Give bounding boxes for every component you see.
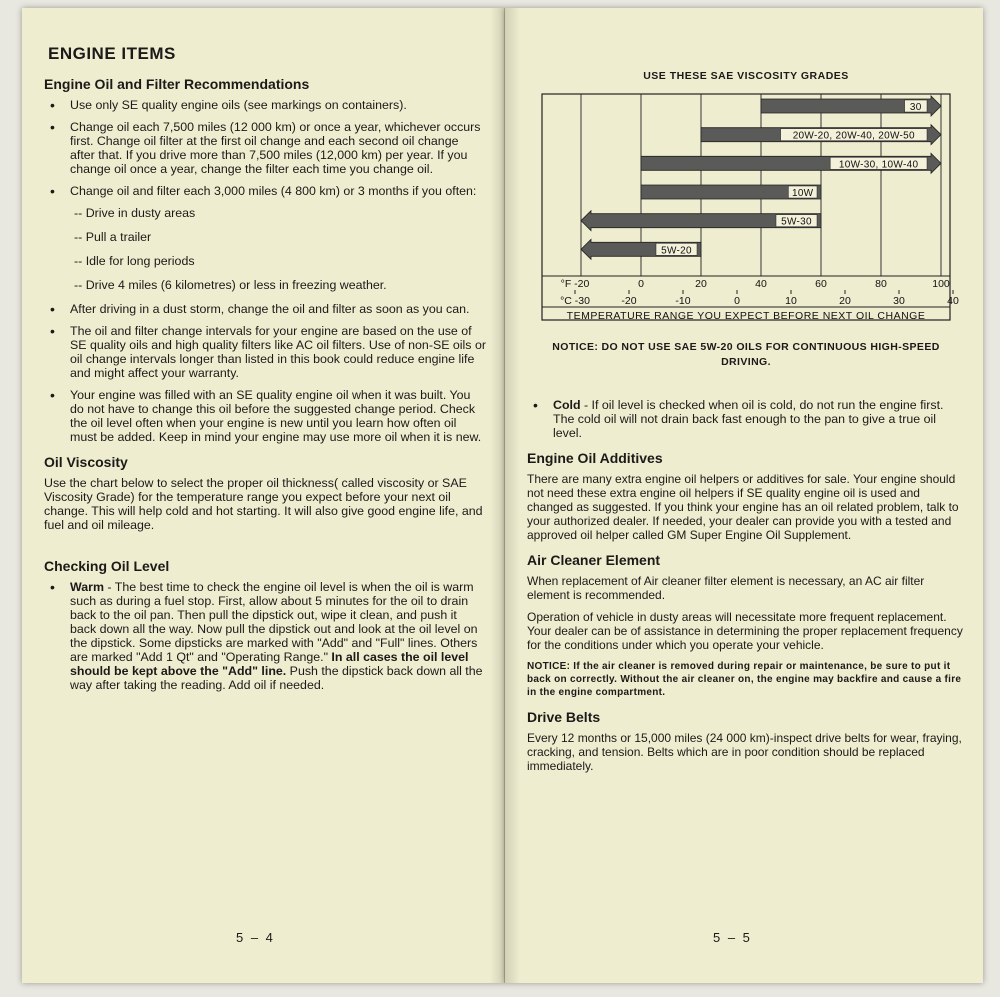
bar-label: 10W xyxy=(791,188,814,199)
celsius-tick-label: 10 xyxy=(785,295,797,307)
air-cleaner-notice: NOTICE: If the air cleaner is removed during repair or maintenance, be sure to put it back on correctly. Without the air cleaner on, the engine may backfire and cause a fire in the engine compartment. xyxy=(527,661,962,698)
warm-end-text: Push the dipstick back down all the way after taking the reading. Add oil if needed. xyxy=(70,664,483,692)
cold-text: - If oil level is checked when oil is cold, do not run the engine first. The cold oil will not drain back fast enough to the pan to give a true oil level. xyxy=(553,398,944,440)
bullet-text: Change oil and filter each 3,000 miles (4 800 km) or 3 months if you often: xyxy=(70,184,477,198)
celsius-tick-label: 20 xyxy=(839,295,851,307)
warm-item xyxy=(44,580,486,692)
page-number-right: 5 – 5 xyxy=(713,930,752,945)
bullet-item: • Use only SE quality engine oils (see markings on containers). xyxy=(44,98,486,112)
celsius-tick-label: 40 xyxy=(947,295,959,307)
fahrenheit-tick-label: °F -20 xyxy=(560,278,590,290)
bar-label: 30 xyxy=(909,102,922,113)
checking-oil-title: Checking Oil Level xyxy=(44,558,170,574)
bullet-item-severe xyxy=(44,184,486,292)
x-axis-title: TEMPERATURE RANGE YOU EXPECT BEFORE NEXT OIL CHANGE xyxy=(566,310,926,322)
air-cleaner-body: When replacement of Air cleaner filter element is necessary, an AC air filter element is recommended. xyxy=(527,574,925,602)
air-cleaner-body-2: Operation of vehicle in dusty areas will necessitate more frequent replacement. Your dealer can be of assistance in determining the proper replacement frequency for the conditions under which you operate your vehicle. xyxy=(527,610,963,652)
warm-bold-text: In all cases the oil level should be kept above the "Add" line. xyxy=(70,650,469,678)
cold-label: Cold xyxy=(553,398,581,412)
air-cleaner-title: Air Cleaner Element xyxy=(527,552,661,568)
cold-list xyxy=(527,398,965,440)
oil-filter-list xyxy=(44,98,486,444)
bullet-item: • After driving in a dust storm, change the oil and filter as soon as you can. xyxy=(44,302,486,316)
oil-viscosity-body: Use the chart below to select the proper oil thickness( called viscosity or SAE Viscosity Grade) for the temperature range you expect before your next oil change. This will help cold and hot starting. It will also give good engine life, and fuel and oil mileage. xyxy=(44,476,483,532)
right-page xyxy=(505,8,983,983)
celsius-tick-label: 30 xyxy=(893,295,905,307)
section-heading: ENGINE ITEMS xyxy=(48,44,176,63)
warm-label: Warm xyxy=(70,580,104,594)
additives-title: Engine Oil Additives xyxy=(527,450,663,466)
cold-item xyxy=(527,398,965,440)
oil-viscosity-title: Oil Viscosity xyxy=(44,454,128,470)
chart-title: USE THESE SAE VISCOSITY GRADES xyxy=(643,70,849,82)
left-page xyxy=(22,8,505,983)
bar-label: 10W-30, 10W-40 xyxy=(838,159,919,171)
fahrenheit-tick-label: 20 xyxy=(695,278,707,290)
celsius-tick-label: 0 xyxy=(734,295,740,307)
right-page-content xyxy=(527,50,965,781)
oil-filter-title: Engine Oil and Filter Recommendations xyxy=(44,76,310,92)
severe-conditions-list xyxy=(70,206,486,292)
celsius-tick-label: -10 xyxy=(675,295,691,307)
left-page-content xyxy=(44,44,486,700)
sub-item: -- Pull a trailer xyxy=(74,230,152,244)
bullet-item: • Change oil each 7,500 miles (12 000 km) or once a year, whichever occurs first. Change oil filter at the first oil change and each second oil change after that. If you drive more than 7,500 miles (12,000 km) per year. If you change oil once a year, change the filter each time you change oil. xyxy=(44,120,486,176)
bar-label: 5W-30 xyxy=(781,216,812,228)
viscosity-chart xyxy=(541,90,959,330)
sub-item: -- Drive 4 miles (6 kilometres) or less in freezing weather. xyxy=(74,278,387,292)
chart-notice: NOTICE: DO NOT USE SAE 5W-20 OILS FOR CONTINUOUS HIGH-SPEED DRIVING. xyxy=(552,341,940,368)
celsius-tick-label: °C -30 xyxy=(560,295,590,307)
fahrenheit-tick-label: 40 xyxy=(755,278,767,290)
fahrenheit-tick-label: 0 xyxy=(638,278,644,290)
bar-label: 20W-20, 20W-40, 20W-50 xyxy=(792,130,915,142)
bar-label: 5W-20 xyxy=(661,245,692,257)
warm-text: - The best time to check the engine oil level is when the oil is warm such as during a fuel stop. First, allow about 5 minutes for the oil to drain back to the oil pan. Then pull the dipstick out, wipe it clean, and push it back down all the way. Now pull the dipstick out and look at the oil level on the dipstick. Some dipsticks are marked with "Add" and "Full" lines. Others are marked "Add 1 Qt" and "Operating Range." xyxy=(70,580,478,664)
sub-item: -- Idle for long periods xyxy=(74,254,195,268)
fahrenheit-tick-label: 100 xyxy=(932,278,950,290)
bullet-item: • The oil and filter change intervals for your engine are based on the use of SE quality oils and high quality filters like AC oil filters. Use of non-SE oils or oil change intervals longer than listed in this book could reduce engine life and might affect your warranty. xyxy=(44,324,486,380)
bullet-item: • Your engine was filled with an SE quality engine oil when it was built. You do not have to change this oil before the suggested change period. Check the oil level often when your engine is new until you learn how often oil must be added. Keep in mind your engine may use more oil when it is new. xyxy=(44,388,486,444)
fahrenheit-tick-label: 80 xyxy=(875,278,887,290)
page-number-left: 5 – 4 xyxy=(236,930,275,945)
additives-body: There are many extra engine oil helpers or additives for sale. Your engine should not need these extra engine oil helpers if SE quality engine oil is used and changed as suggested. If you think your engine has an oil related problem, talk to your authorized dealer. If needed, your dealer can provide you with a tested and approved oil helper called GM Super Engine Oil Supplement. xyxy=(527,472,959,542)
checking-oil-list xyxy=(44,580,486,692)
celsius-tick-label: -20 xyxy=(621,295,637,307)
drive-belts-title: Drive Belts xyxy=(527,709,601,725)
sub-item: -- Drive in dusty areas xyxy=(74,206,196,220)
fahrenheit-tick-label: 60 xyxy=(815,278,827,290)
drive-belts-body: Every 12 months or 15,000 miles (24 000 km)-inspect drive belts for wear, fraying, cracking, and tension. Belts which are in poor condition should be replaced immediately. xyxy=(527,731,962,773)
